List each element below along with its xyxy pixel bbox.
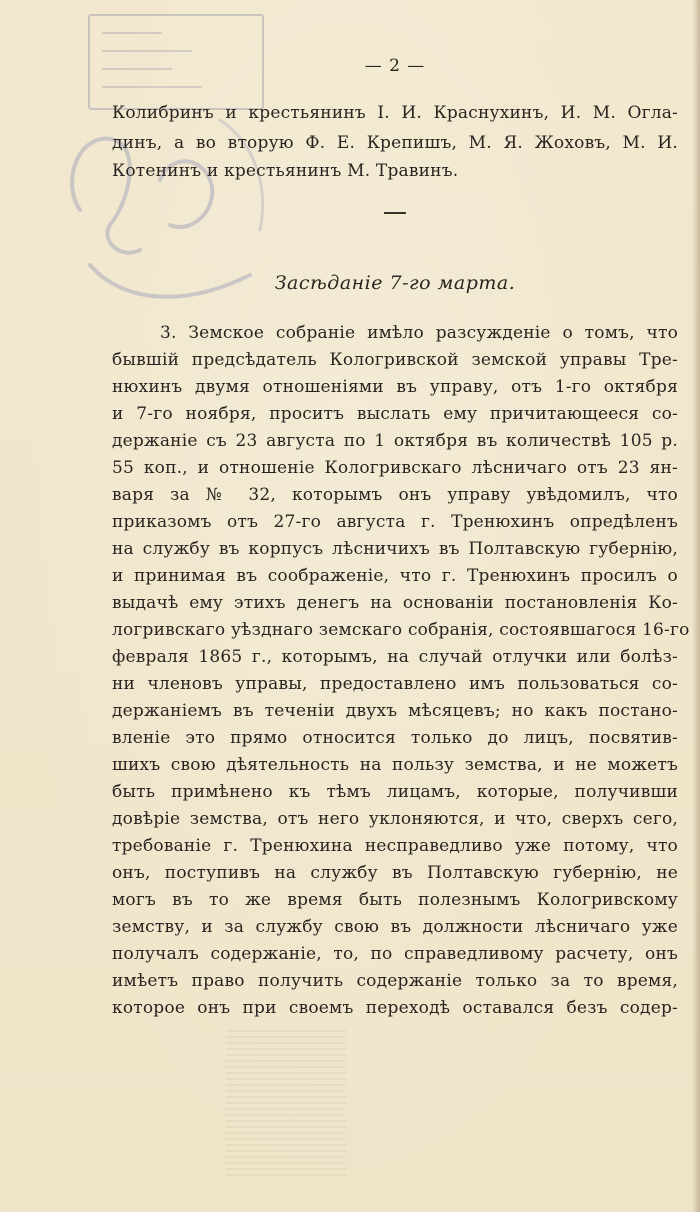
paragraph-line: выдачѣ ему этихъ денегъ на основаніи постановленія Ко- — [112, 593, 678, 613]
paragraph-line: требованіе г. Тренюхина несправедливо уже потому, что — [112, 836, 678, 856]
paragraph-line: бывшій предсѣдатель Кологривской земской управы Тре- — [112, 350, 678, 370]
paragraph-line: на службу въ корпусъ лѣсничихъ въ Полтавскую губернію, — [112, 539, 678, 559]
paragraph-line: довѣріе земства, отъ него уклоняются, и что, сверхъ сего, — [112, 809, 678, 829]
paragraph-line: которое онъ при своемъ переходѣ оставался безъ содер- — [112, 998, 678, 1018]
paragraph-line: земству, и за службу свою въ должности лѣсничаго уже — [112, 917, 678, 937]
paragraph-line: приказомъ отъ 27-го августа г. Тренюхинъ опредѣленъ — [112, 512, 678, 532]
paragraph-line: держаніе съ 23 августа по 1 октября въ количествѣ 105 р. — [112, 431, 678, 451]
paragraph-line: шихъ свою дѣятельность на пользу земства, и не можетъ — [112, 755, 678, 775]
bleed-through-mark — [226, 1030, 346, 1180]
paragraph-line: могъ въ то же время быть полезнымъ Кологривскому — [112, 890, 678, 910]
paragraph-line: держаніемъ въ теченіи двухъ мѣсяцевъ; но какъ постано- — [112, 701, 678, 721]
paragraph-line: варя за № 32, которымъ онъ управу увѣдомилъ, что — [112, 485, 678, 505]
page-edge-shadow — [692, 0, 700, 1212]
page-number: — 2 — — [364, 56, 426, 76]
paragraph-line: нюхинъ двумя отношеніями въ управу, отъ 1-го октября — [112, 377, 678, 397]
intro-line: Котенинъ и крестьянинъ М. Травинъ. — [112, 161, 459, 181]
paragraph-line: и принимая въ соображеніе, что г. Тренюхинъ просилъ о — [112, 566, 678, 586]
intro-line: динъ, а во вторую Ф. Е. Крепишъ, М. Я. Жоховъ, М. И. — [112, 133, 678, 153]
paragraph-line: февраля 1865 г., которымъ, на случай отлучки или болѣз- — [112, 647, 678, 667]
paragraph-line: получалъ содержаніе, то, по справедливому расчету, онъ — [112, 944, 678, 964]
paragraph-line: быть примѣнено къ тѣмъ лицамъ, которые, получивши — [112, 782, 678, 802]
intro-line: Колибринъ и крестьянинъ І. И. Краснухинъ, И. М. Огла- — [112, 103, 678, 123]
paragraph-line: 55 коп., и отношеніе Кологривскаго лѣсничаго отъ 23 ян- — [112, 458, 678, 478]
session-heading: Засѣданіе 7-го марта. — [274, 272, 516, 294]
paragraph-line: имѣетъ право получить содержаніе только за то время, — [112, 971, 678, 991]
paragraph-line: логривскаго уѣзднаго земскаго собранія, состоявшагося 16-го — [112, 620, 690, 640]
section-divider — [384, 212, 406, 214]
paragraph-line: 3. Земское собраніе имѣло разсужденіе о томъ, что — [160, 323, 678, 343]
paragraph-line: ни членовъ управы, предоставлено имъ пользоваться со- — [112, 674, 678, 694]
paragraph-line: онъ, поступивъ на службу въ Полтавскую губернію, не — [112, 863, 678, 883]
paragraph-line: вленіе это прямо относится только до лицъ, посвятив- — [112, 728, 678, 748]
paragraph-line: и 7-го ноября, проситъ выслать ему причитающееся со- — [112, 404, 678, 424]
